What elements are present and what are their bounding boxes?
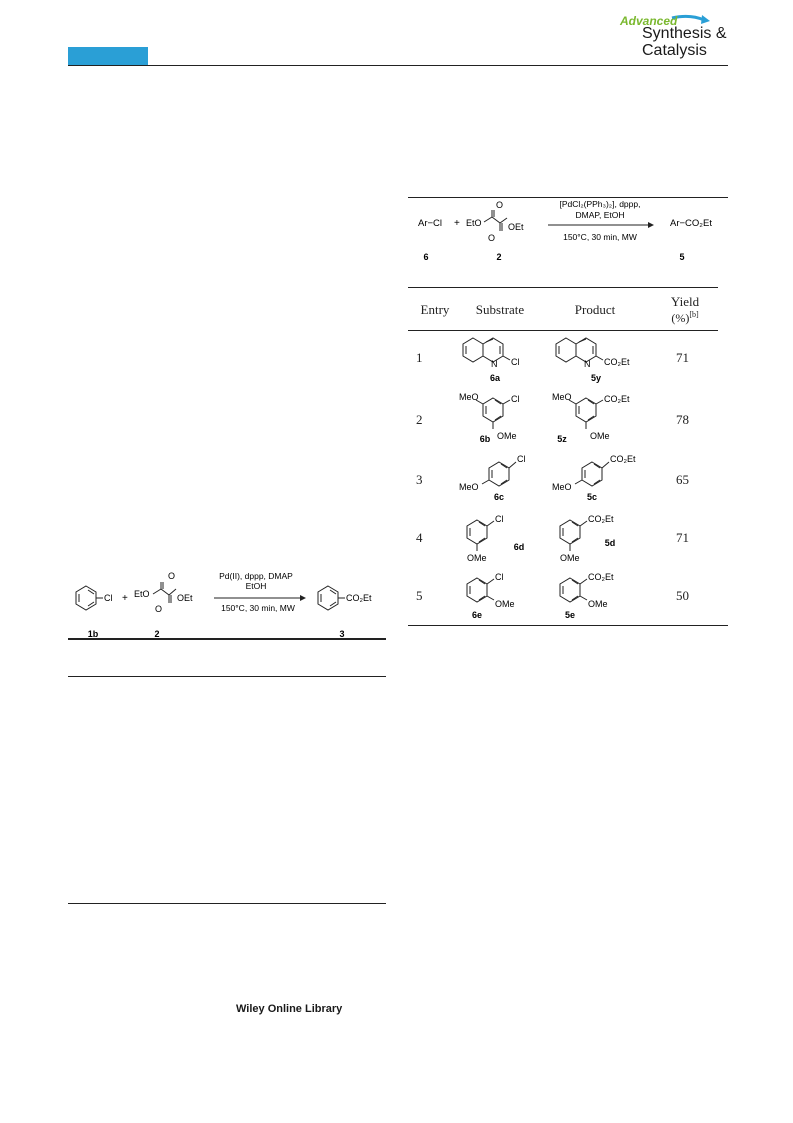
header-rule <box>68 65 728 66</box>
structure-5c <box>548 452 658 504</box>
right-reagent-o-top: O <box>496 200 504 210</box>
5d-ome: OMe <box>560 553 580 563</box>
right-substrate: Ar−Cl <box>418 218 443 229</box>
dimethoxy-benzene-icon <box>476 398 510 429</box>
6c-cl: Cl <box>517 454 526 464</box>
left-conditions-2: EtOH <box>245 581 267 591</box>
right-reaction-scheme <box>408 198 728 268</box>
label-6b: 6b <box>479 434 491 444</box>
label-5z: 5z <box>557 434 567 444</box>
section-tag <box>68 47 148 65</box>
structure-6c <box>455 452 555 504</box>
table-rule-bottom <box>408 625 728 626</box>
left-table-rule-top <box>68 638 386 640</box>
row-2-entry: 2 <box>416 412 423 427</box>
structure-5d <box>548 508 658 568</box>
6d-ome: OMe <box>467 553 487 563</box>
right-label-2: 2 <box>496 252 502 262</box>
row-5-entry: 5 <box>416 588 423 603</box>
left-table-rule-bottom <box>68 903 386 904</box>
structure-6b <box>455 390 555 450</box>
6b-ome: OMe <box>497 431 517 441</box>
left-reagent-o-top: O <box>168 571 176 581</box>
5c-co2et: CO₂Et <box>610 454 636 464</box>
structure-5e <box>548 566 658 624</box>
6a-cl: Cl <box>511 357 520 367</box>
right-conditions-3: 150°C, 30 min, MW <box>563 232 637 242</box>
structure-5z <box>548 390 658 450</box>
5z-meo: MeO <box>552 392 572 402</box>
ortho-methoxy-ester-icon <box>560 578 587 602</box>
5z-ome: OMe <box>590 431 610 441</box>
right-conditions-2: DMAP, EtOH <box>575 210 625 220</box>
structure-6a <box>455 334 555 384</box>
methoxy-chlorobenzene-icon <box>482 462 516 486</box>
5y-co2et: CO₂Et <box>604 357 630 367</box>
dimethoxy-ester-icon <box>569 398 603 429</box>
logo-text-catalysis: Catalysis <box>642 42 707 59</box>
right-label-6: 6 <box>423 252 429 262</box>
oxalate-skeleton-icon <box>153 582 176 603</box>
table-rule-top <box>408 287 718 288</box>
row-4-yield: 71 <box>676 530 689 545</box>
structure-5y <box>548 334 658 384</box>
right-label-5: 5 <box>679 252 685 262</box>
6a-n: N <box>491 359 498 369</box>
meta-methoxy-chlorobenzene-icon <box>467 520 494 551</box>
label-5d: 5d <box>604 538 616 548</box>
benzene-ring-icon <box>76 586 103 610</box>
row-1-yield: 71 <box>676 350 689 365</box>
table-rule-header <box>408 330 718 331</box>
5e-ome: OMe <box>588 599 608 609</box>
left-substrate-cl: Cl <box>104 593 113 603</box>
quinoline-product-icon <box>556 338 603 362</box>
journal-logo <box>612 12 738 60</box>
right-product: Ar−CO₂Et <box>670 218 712 229</box>
6b-cl: Cl <box>511 394 520 404</box>
left-product-group: CO₂Et <box>346 593 372 603</box>
left-arrowhead-icon <box>300 595 306 601</box>
wiley-online-library: Wiley Online Library <box>236 1003 343 1015</box>
left-conditions-1: Pd(II), dppp, DMAP <box>219 571 293 581</box>
right-conditions-1: [PdCl₂(PPh₃)₂], dppp, <box>559 199 641 209</box>
benzene-ring-product-icon <box>318 586 345 610</box>
methoxy-ester-icon <box>575 462 609 486</box>
6b-meo: MeO <box>459 392 479 402</box>
6e-ome: OMe <box>495 599 515 609</box>
6e-cl: Cl <box>495 572 504 582</box>
left-reagent-oet: OEt <box>177 593 193 603</box>
right-reagent-eto: EtO <box>466 218 482 228</box>
left-plus: + <box>122 593 128 604</box>
label-5y: 5y <box>590 373 602 383</box>
row-3-yield: 65 <box>676 472 689 487</box>
structure-6d <box>455 508 555 568</box>
5e-co2et: CO₂Et <box>588 572 614 582</box>
label-6d: 6d <box>513 542 525 552</box>
left-conditions-3: 150°C, 30 min, MW <box>221 603 295 613</box>
label-5e: 5e <box>564 610 576 620</box>
left-label-2: 2 <box>154 629 160 639</box>
left-label-1b: 1b <box>87 629 99 639</box>
right-oxalate-skeleton-icon <box>484 210 507 231</box>
left-reagent-o-bottom: O <box>155 604 163 614</box>
label-6c: 6c <box>493 492 505 502</box>
right-plus: + <box>454 218 460 229</box>
col-header-product: Product <box>574 302 616 317</box>
5d-co2et: CO₂Et <box>588 514 614 524</box>
left-label-3: 3 <box>339 629 345 639</box>
row-3-entry: 3 <box>416 472 423 487</box>
row-4-entry: 4 <box>416 530 423 545</box>
left-table-rule-mid <box>68 676 386 677</box>
5y-n: N <box>584 359 591 369</box>
left-reagent-eto: EtO <box>134 589 150 599</box>
right-arrowhead-icon <box>648 222 654 228</box>
ortho-methoxy-chlorobenzene-icon <box>467 578 494 602</box>
logo-text-synthesis: Synthesis & <box>642 25 727 42</box>
label-5c: 5c <box>586 492 598 502</box>
structure-6e <box>455 566 555 624</box>
label-6e: 6e <box>471 610 483 620</box>
col-header-yield: Yield <box>670 294 700 309</box>
meta-methoxy-ester-icon <box>560 520 587 551</box>
row-5-yield: 50 <box>676 588 689 603</box>
logo-text-advanced: Advanced <box>620 14 678 28</box>
5c-meo: MeO <box>552 482 572 492</box>
row-1-entry: 1 <box>416 350 423 365</box>
quinoline-icon <box>463 338 510 362</box>
6c-meo: MeO <box>459 482 479 492</box>
row-2-yield: 78 <box>676 412 689 427</box>
col-header-substrate: Substrate <box>475 302 525 317</box>
5z-co2et: CO₂Et <box>604 394 630 404</box>
6d-cl: Cl <box>495 514 504 524</box>
right-reagent-oet: OEt <box>508 222 524 232</box>
col-header-yield-unit: (%)[b] <box>671 310 699 325</box>
col-header-entry: Entry <box>420 302 450 317</box>
label-6a: 6a <box>489 373 501 383</box>
right-reagent-o-bottom: O <box>488 233 496 243</box>
